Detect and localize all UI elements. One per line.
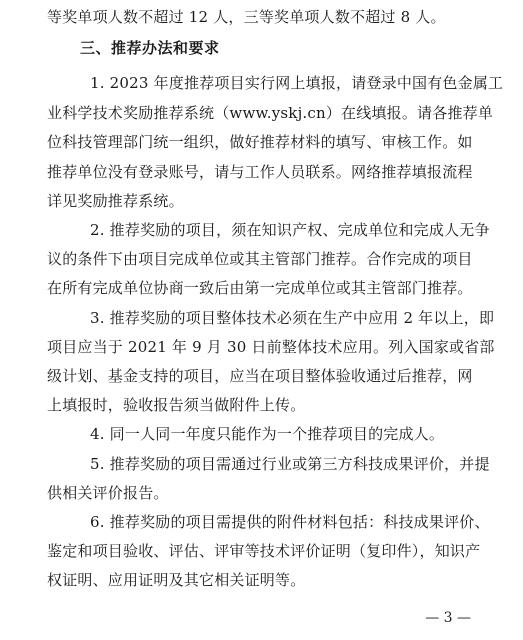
paragraph-line: 议的条件下由项目完成单位或其主管部门推荐。合作完成的项目 [47, 250, 473, 268]
paragraph-line: 业科学技术奖励推荐系统（www.yskj.cn）在线填报。请各推荐单 [47, 104, 494, 122]
paragraph-line: 权证明、应用证明及其它相关证明等。 [47, 571, 306, 589]
paragraph-line: 上填报时，验收报告须当做附件上传。 [47, 396, 306, 414]
paragraph-line: 位科技管理部门统一组织，做好推荐材料的填写、审核工作。如 [47, 133, 473, 151]
paragraph-line: 级计划、基金支持的项目，应当在项目整体验收通过后推荐，网 [47, 367, 473, 385]
paragraph-line: 3. 推荐奖励的项目整体技术必须在生产中应用 2 年以上，即 [90, 309, 495, 327]
paragraph-line: 在所有完成单位协商一致后由第一完成单位或其主管部门推荐。 [47, 279, 473, 297]
paragraph-line: 推荐单位没有登录账号，请与工作人员联系。网络推荐填报流程 [47, 163, 473, 181]
paragraph-line: 鉴定和项目验收、评估、评审等技术评价证明（复印件），知识产 [47, 542, 481, 560]
page-number: — 3 — [425, 610, 471, 626]
paragraph-line: 5. 推荐奖励的项目需通过行业或第三方科技成果评价，并提 [90, 455, 490, 473]
paragraph-line: 4. 同一人同一年度只能作为一个推荐项目的完成人。 [90, 425, 445, 443]
section-heading: 三、推荐办法和要求 [80, 39, 220, 57]
intro-tail-text: 等奖单项人数不超过 12 人，三等奖单项人数不超过 8 人。 [47, 8, 446, 26]
paragraph-line: 项目应当于 2021 年 9 月 30 日前整体技术应用。列入国家或省部 [47, 338, 495, 356]
paragraph-line: 详见奖励推荐系统。 [47, 192, 184, 210]
paragraph-line: 供相关评价报告。 [47, 484, 169, 502]
paragraph-line: 2. 推荐奖励的项目，须在知识产权、完成单位和完成人无争 [90, 221, 490, 239]
paragraph-line: 6. 推荐奖励的项目需提供的附件材料包括：科技成果评价、 [90, 513, 490, 531]
paragraph-line: 1. 2023 年度推荐项目实行网上填报，请登录中国有色金属工 [90, 74, 504, 92]
